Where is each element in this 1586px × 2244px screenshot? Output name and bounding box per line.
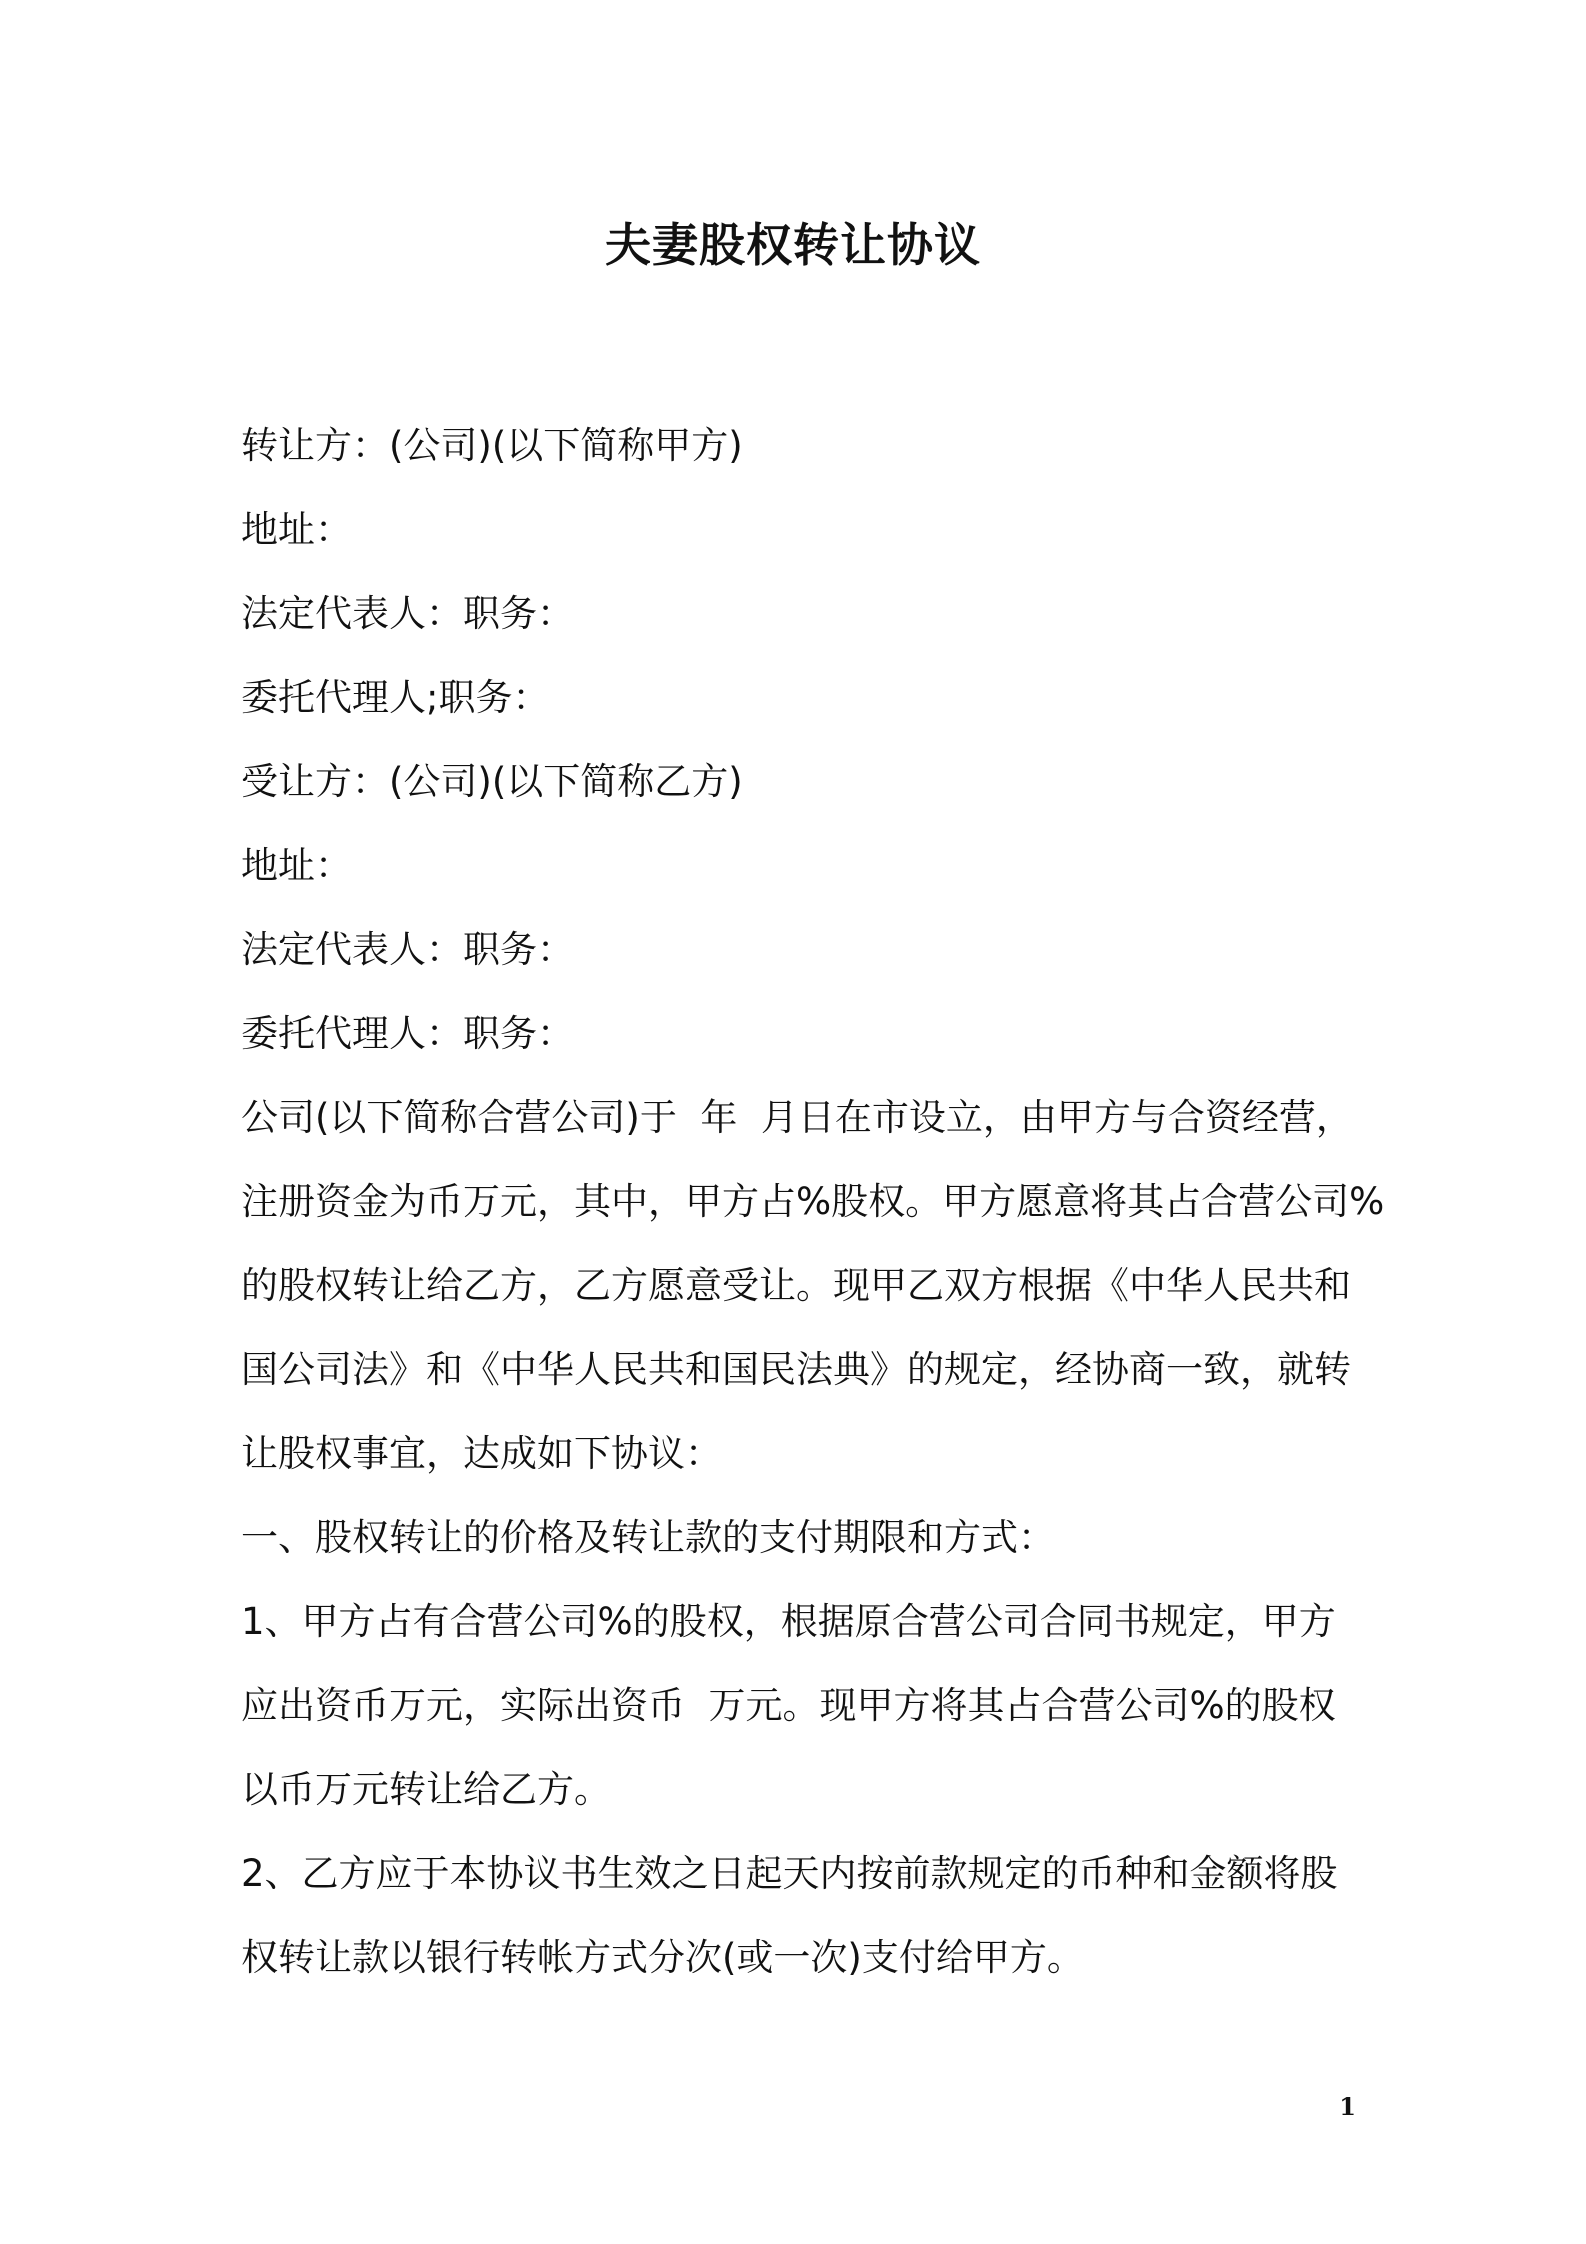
transferee-address-line: 地址： bbox=[241, 844, 352, 887]
clause-1-paragraph bbox=[241, 1580, 1363, 1832]
clause-1-line: 以币万元转让给乙方。 bbox=[241, 1768, 611, 1811]
preamble-line: 的股权转让给乙方，乙方愿意受让。现甲乙双方根据《中华人民共和 bbox=[241, 1264, 1351, 1307]
preamble-line: 让股权事宜，达成如下协议： bbox=[241, 1432, 722, 1475]
document-body bbox=[241, 404, 1385, 2000]
clause-2-paragraph bbox=[241, 1832, 1363, 2000]
preamble-line: 公司(以下简称合营公司)于 年 月日在市设立，由甲方与合资经营， bbox=[241, 1096, 1353, 1139]
transferor-address-line: 地址： bbox=[241, 508, 352, 551]
preamble-paragraph bbox=[241, 1076, 1385, 1496]
page-number: 1 bbox=[1339, 2092, 1356, 2121]
clause-1-line: 应出资币万元，实际出资币 万元。现甲方将其占合营公司%的股权 bbox=[241, 1684, 1336, 1727]
transferee-line: 受让方：(公司)(以下简称乙方) bbox=[241, 760, 743, 803]
clause-2-line: 权转让款以银行转帐方式分次(或一次)支付给甲方。 bbox=[241, 1936, 1084, 1979]
transferee-legal-rep-line: 法定代表人：职务： bbox=[241, 928, 574, 971]
document-title: 夫妻股权转让协议 bbox=[605, 218, 981, 272]
preamble-line: 国公司法》和《中华人民共和国民法典》的规定，经协商一致，就转 bbox=[241, 1348, 1351, 1391]
clause-1-line: 1、甲方占有合营公司%的股权，根据原合营公司合同书规定，甲方 bbox=[241, 1600, 1336, 1643]
transferor-agent-line: 委托代理人;职务： bbox=[241, 676, 550, 719]
clause-2-line: 2、乙方应于本协议书生效之日起天内按前款规定的币种和金额将股 bbox=[241, 1852, 1338, 1895]
transferor-legal-rep-line: 法定代表人：职务： bbox=[241, 592, 574, 635]
transferor-line: 转让方：(公司)(以下简称甲方) bbox=[241, 424, 743, 467]
section-1-heading: 一、股权转让的价格及转让款的支付期限和方式： bbox=[241, 1516, 1055, 1559]
preamble-line: 注册资金为币万元，其中，甲方占%股权。甲方愿意将其占合营公司% bbox=[241, 1180, 1385, 1223]
transferee-agent-line: 委托代理人：职务： bbox=[241, 1012, 574, 1055]
